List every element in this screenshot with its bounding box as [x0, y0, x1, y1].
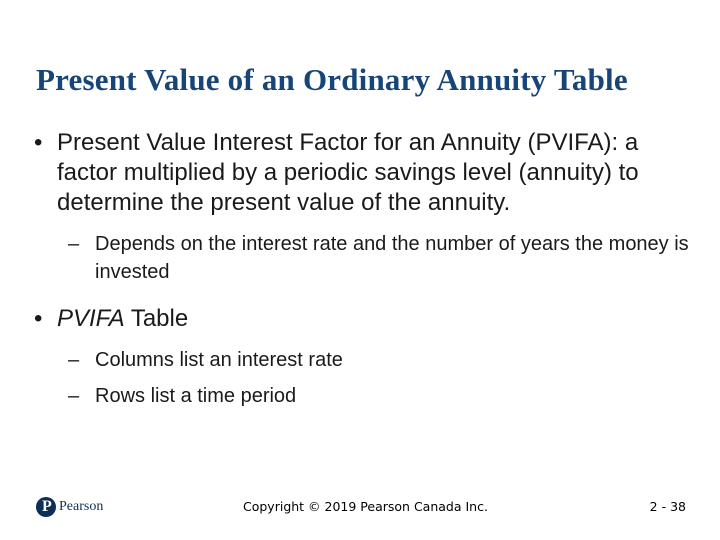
- pearson-logo-icon: [36, 497, 56, 517]
- sub-bullet-text: Depends on the interest rate and the number of years the money is invested: [95, 233, 689, 283]
- dash-icon: –: [68, 385, 80, 407]
- copyright-text: Copyright © 2019 Pearson Canada Inc.: [243, 499, 488, 514]
- pearson-logo-letter: P: [42, 498, 52, 515]
- sub-bullet-item: [34, 230, 694, 286]
- sub-bullet-list: [34, 346, 694, 410]
- slide-number: 2 - 38: [649, 499, 686, 514]
- bullet-item-pvifa-definition: [34, 128, 694, 218]
- bullet-icon: •: [34, 305, 43, 332]
- sub-bullet-list: [34, 230, 694, 286]
- bullet-text: Present Value Interest Factor for an Annuity (PVIFA): a factor multiplied by a periodic savings level (annuity) to determine the present value of the annuity.: [57, 129, 639, 216]
- slide-title: Present Value of an Ordinary Annuity Table: [36, 62, 628, 97]
- sub-bullet-item: [34, 382, 694, 410]
- bullet-icon: •: [34, 129, 43, 156]
- sub-bullet-text: Rows list a time period: [95, 385, 297, 407]
- dash-icon: –: [68, 233, 80, 255]
- bullet-item-pvifa-table: [34, 304, 694, 334]
- bullet-text-rest: Table: [124, 305, 189, 332]
- dash-icon: –: [68, 349, 80, 371]
- pearson-logo-text: Pearson: [59, 499, 104, 514]
- sub-bullet-text: Columns list an interest rate: [95, 349, 343, 371]
- bullet-text-italic: PVIFA: [57, 305, 125, 332]
- slide-footer: [0, 490, 720, 540]
- bullet-list: [34, 128, 694, 428]
- sub-bullet-item: [34, 346, 694, 374]
- pearson-logo: [36, 497, 103, 517]
